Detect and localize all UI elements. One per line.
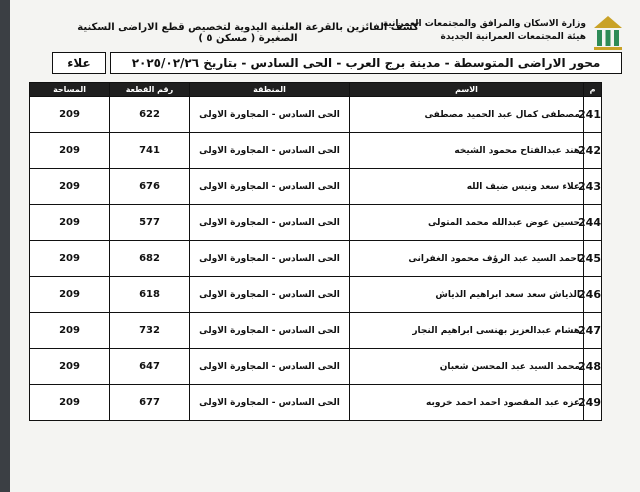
table-row: [30, 349, 602, 385]
table-row: [30, 277, 602, 313]
row-number: 245: [584, 241, 602, 277]
district-name: الحى السادس - المجاورة الاولى: [190, 349, 350, 385]
district-name: الحى السادس - المجاورة الاولى: [190, 241, 350, 277]
row-number: 248: [584, 349, 602, 385]
winner-name: احمد السيد عبد الرؤف محمود الغفرانى: [350, 241, 584, 277]
table-header-row: [30, 83, 602, 97]
district-name: الحى السادس - المجاورة الاولى: [190, 313, 350, 349]
winner-name: محمد السيد عبد المحسن شعبان: [350, 349, 584, 385]
col-header-number: م: [584, 83, 602, 97]
ministry-line-1: وزارة الاسكان والمرافق والمجتمعات العمرانية: [382, 19, 586, 29]
col-header-size: المساحة: [30, 83, 110, 97]
district-name: الحى السادس - المجاورة الاولى: [190, 277, 350, 313]
ministry-line-2: هيئة المجتمعات العمرانية الجديدة: [440, 32, 586, 42]
plot-size: 209: [30, 313, 110, 349]
plot-size: 209: [30, 385, 110, 421]
col-header-name: الاسم: [350, 83, 584, 97]
plot-number: 676: [110, 169, 190, 205]
plot-number: 622: [110, 97, 190, 133]
document-header: [10, 8, 630, 50]
plot-number: 677: [110, 385, 190, 421]
row-number: 243: [584, 169, 602, 205]
plot-size: 209: [30, 205, 110, 241]
table-row: [30, 205, 602, 241]
plot-number: 618: [110, 277, 190, 313]
winner-name: مصطفى كمال عبد الحميد مصطفى: [350, 97, 584, 133]
col-header-plot: رقم القطعة: [110, 83, 190, 97]
ministry-logo-icon: [592, 14, 624, 52]
row-number: 249: [584, 385, 602, 421]
district-name: الحى السادس - المجاورة الاولى: [190, 205, 350, 241]
plot-size: 209: [30, 349, 110, 385]
table-row: [30, 169, 602, 205]
winner-name: حسين عوض عبدالله محمد المتولى: [350, 205, 584, 241]
plot-size: 209: [30, 97, 110, 133]
plot-number: 577: [110, 205, 190, 241]
district-name: الحى السادس - المجاورة الاولى: [190, 97, 350, 133]
table-row: [30, 241, 602, 277]
row-number: 247: [584, 313, 602, 349]
document-page: [10, 0, 640, 492]
row-number: 242: [584, 133, 602, 169]
plot-size: 209: [30, 241, 110, 277]
plot-size: 209: [30, 133, 110, 169]
location-date-box: محور الاراضى المتوسطة - مدينة برج العرب - الحى السادس - بتاريخ ٢٠٢٥/٠٢/٢٦: [110, 52, 622, 74]
signature-box: علاء: [52, 52, 106, 74]
row-number: 241: [584, 97, 602, 133]
winner-name: هشام عبدالعزيز بهنسى ابراهيم النجار: [350, 313, 584, 349]
winner-name: هند عبدالفتاح محمود الشيخه: [350, 133, 584, 169]
district-name: الحى السادس - المجاورة الاولى: [190, 169, 350, 205]
table-row: [30, 385, 602, 421]
winner-name: علاء سعد ونيس ضيف الله: [350, 169, 584, 205]
winners-table: [29, 82, 602, 421]
col-header-area: المنطقة: [190, 83, 350, 97]
plot-number: 732: [110, 313, 190, 349]
plot-size: 209: [30, 169, 110, 205]
table-row: [30, 313, 602, 349]
table-row: [30, 97, 602, 133]
winner-name: الذياش سعد سعد ابراهيم الذياش: [350, 277, 584, 313]
district-name: الحى السادس - المجاورة الاولى: [190, 133, 350, 169]
row-number: 244: [584, 205, 602, 241]
district-name: الحى السادس - المجاورة الاولى: [190, 385, 350, 421]
plot-number: 741: [110, 133, 190, 169]
plot-number: 647: [110, 349, 190, 385]
plot-number: 682: [110, 241, 190, 277]
subheader: [52, 52, 612, 74]
table-row: [30, 133, 602, 169]
plot-size: 209: [30, 277, 110, 313]
row-number: 246: [584, 277, 602, 313]
document-title: كشف الفائزين بالقرعة العلنية اليدوية لتخصيص قطع الاراضى السكنية الصغيرة ( مسكن ٥ ): [77, 22, 419, 44]
winner-name: عزه عبد المقصود احمد احمد خروبه: [350, 385, 584, 421]
